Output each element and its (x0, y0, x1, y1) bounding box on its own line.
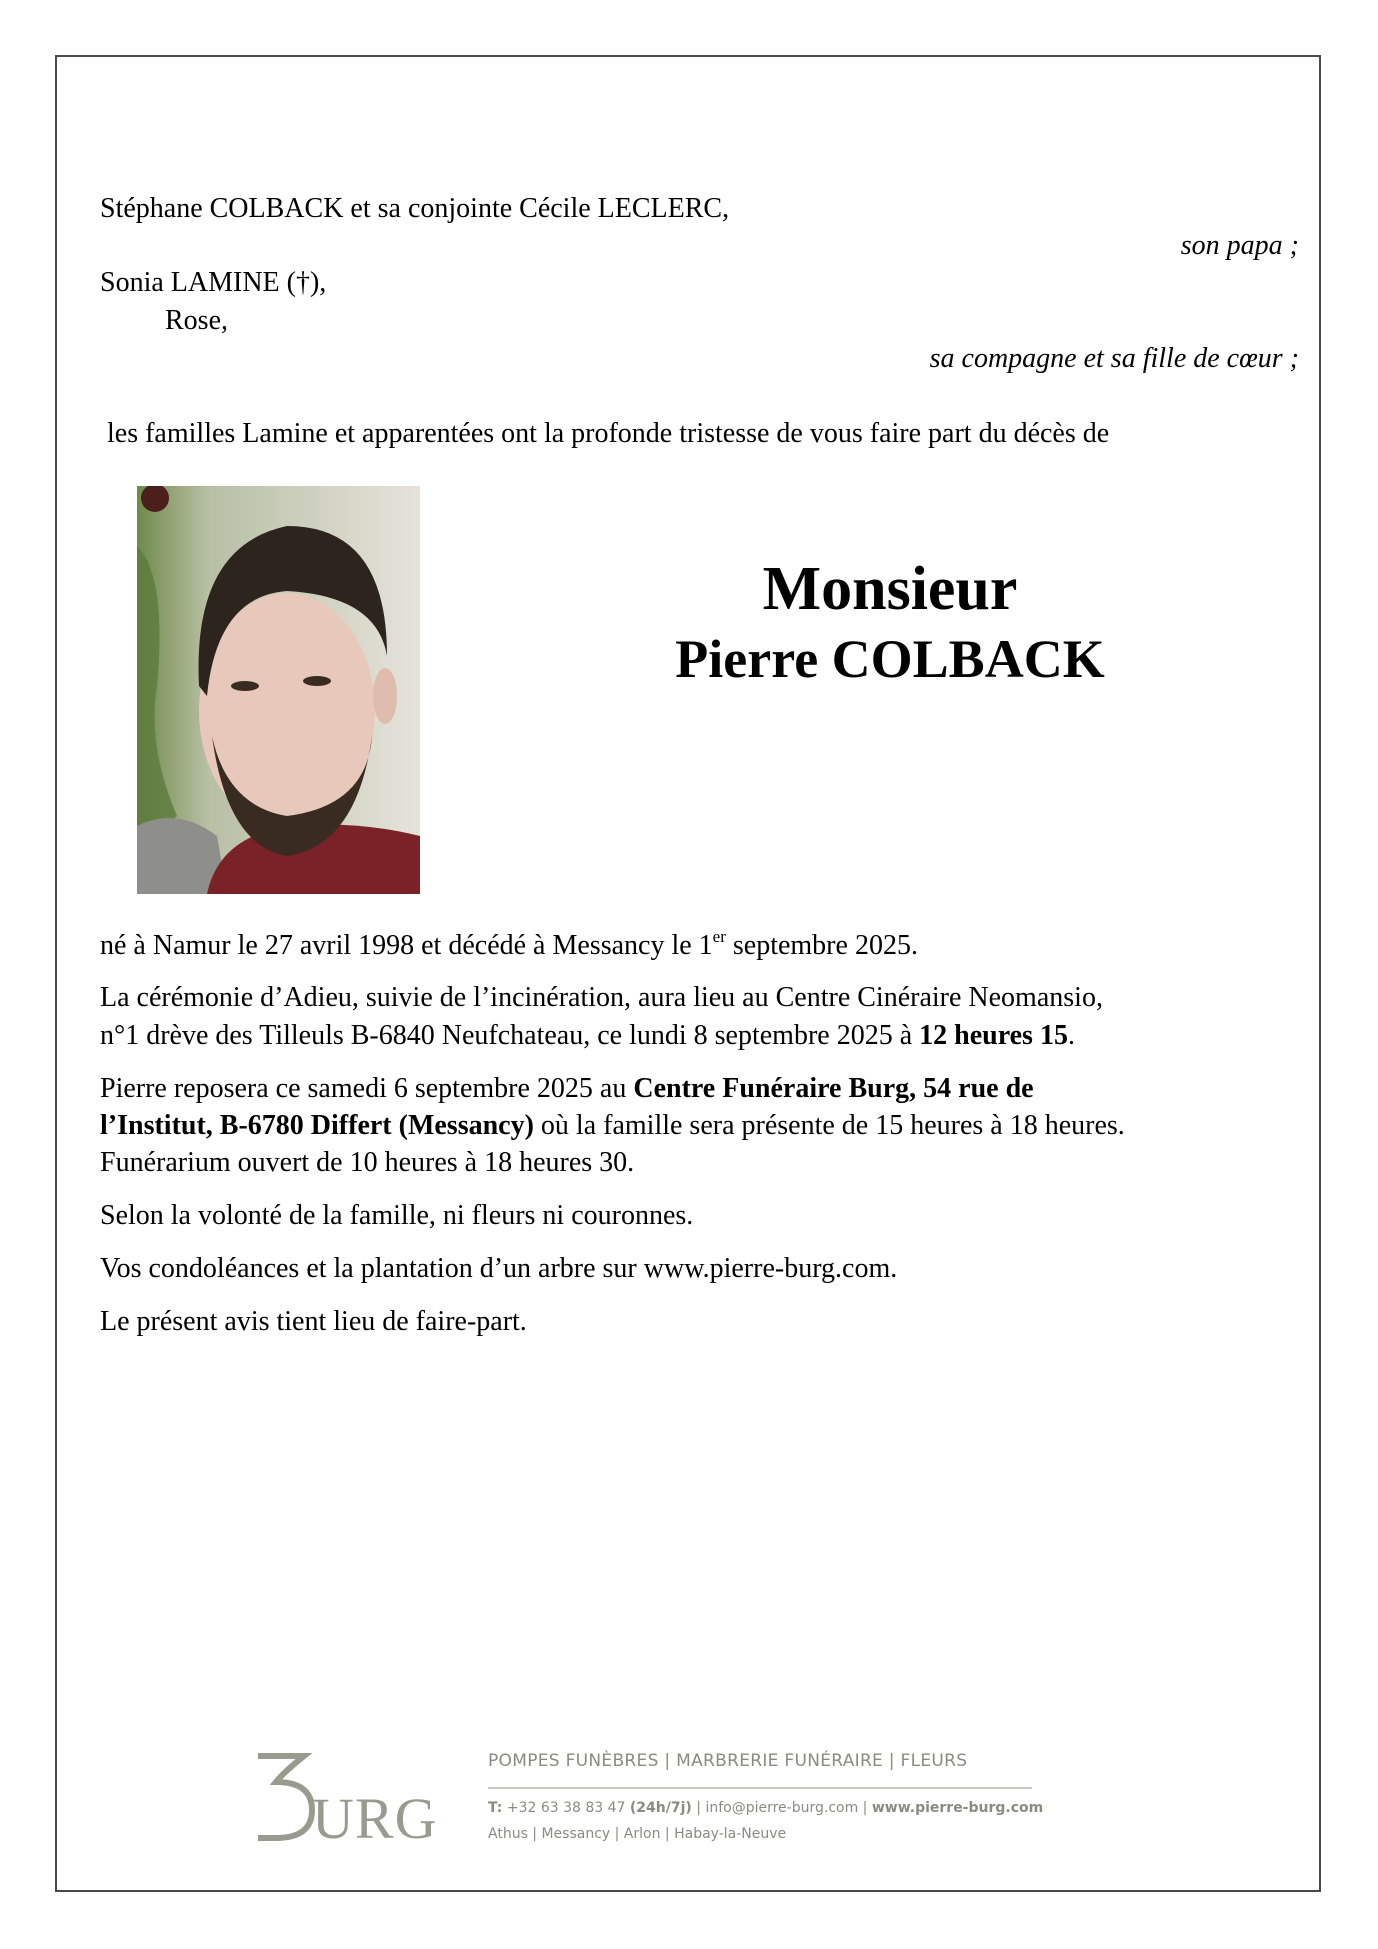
rest-line-2 (100, 1110, 1125, 1142)
announcement-text: les familles Lamine et apparentées ont la profonde tristesse de vous faire part du décès de (107, 418, 1110, 449)
birth-death-text: né à Namur le 27 avril 1998 et décédé à Messancy le 1 (100, 930, 713, 961)
ceremony-time: 12 heures 15 (919, 1020, 1068, 1051)
family-role-partner: sa compagne et sa fille de cœur ; (929, 343, 1299, 374)
phone-number: +32 63 38 83 47 (502, 1800, 630, 1816)
phone-label: T: (488, 1800, 503, 1816)
ceremony-line-2 (100, 1020, 1075, 1052)
rest-location-2: l’Institut, B-6780 Differt (Messancy) (100, 1110, 534, 1141)
footer-services: POMPES FUNÈBRES | MARBRERIE FUNÉRAIRE | FLEURS (488, 1751, 968, 1771)
birth-death-ordinal: er (712, 926, 726, 946)
condolences-notice: Vos condoléances et la plantation d’un arbre sur www.pierre-burg.com. (100, 1253, 898, 1284)
family-line-partner: Sonia LAMINE (†), (100, 267, 327, 298)
burg-logo-icon (254, 1752, 444, 1842)
ceremony-location: n°1 drève des Tilleuls B-6840 Neufchateau, ce lundi 8 septembre 2025 à (100, 1020, 920, 1051)
deceased-name: Pierre COLBACK (675, 629, 1105, 689)
ceremony-line-1: La cérémonie d’Adieu, suivie de l’incinération, aura lieu au Centre Cinéraire Neomansio, (100, 982, 1103, 1013)
burg-logo (254, 1752, 444, 1842)
rest-line-1 (100, 1073, 1034, 1105)
page-frame (55, 55, 1321, 1892)
footer-divider (488, 1787, 1032, 1789)
faire-part-notice: Le présent avis tient lieu de faire-part. (100, 1306, 527, 1337)
family-role-father: son papa ; (1180, 230, 1299, 261)
rest-hours: où la famille sera présente de 15 heures à 18 heures. (533, 1110, 1125, 1141)
portrait-image (137, 486, 420, 894)
footer-website-link[interactable]: www.pierre-burg.com (871, 1800, 1044, 1816)
funerarium-hours: Funérarium ouvert de 10 heures à 18 heures 30. (100, 1147, 635, 1178)
family-line-father: Stéphane COLBACK et sa conjointe Cécile LECLERC, (100, 193, 730, 224)
phone-hours: (24h/7j) (629, 1800, 692, 1816)
rest-intro: Pierre reposera ce samedi 6 septembre 2025 au (100, 1073, 634, 1104)
svg-text:URG: URG (312, 1786, 438, 1842)
footer-email-link[interactable]: info@pierre-burg.com (705, 1800, 859, 1816)
deceased-photo (137, 486, 420, 894)
footer-separator: | (858, 1800, 872, 1816)
flowers-notice: Selon la volonté de la famille, ni fleurs ni couronnes. (100, 1200, 694, 1231)
birth-death-line (100, 926, 918, 962)
footer-locations: Athus | Messancy | Arlon | Habay-la-Neuve (488, 1826, 787, 1842)
rest-location-1: Centre Funéraire Burg, 54 rue de (633, 1073, 1034, 1104)
ceremony-end: . (1067, 1020, 1075, 1051)
footer-separator: | (691, 1800, 706, 1816)
birth-death-text-end: septembre 2025. (725, 930, 918, 961)
deceased-title: Monsieur (762, 555, 1018, 623)
footer-contact (488, 1800, 1043, 1816)
family-line-daughter: Rose, (165, 305, 228, 336)
